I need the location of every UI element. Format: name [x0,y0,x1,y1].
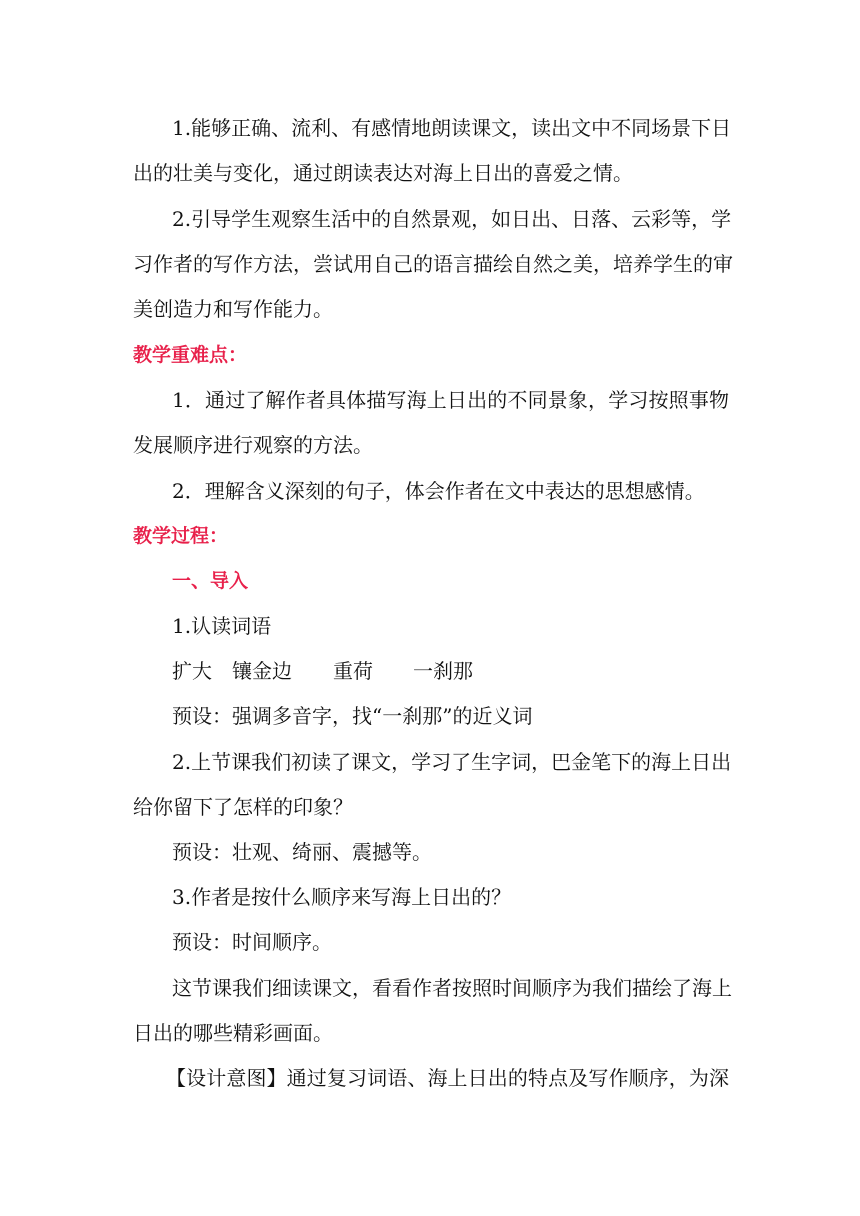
objective-1-line-1: 1.能够正确、流利、有感情地朗读课文，读出文中不同场景下日 [172,116,732,140]
preset-2: 预设：壮观、绮丽、震撼等。 [172,840,432,864]
vocab-word: 重荷 [333,659,373,683]
vocab-word: 镶金边 [232,659,292,683]
step-1: 1.认读词语 [172,614,272,638]
vocab-word: 扩大 [172,659,212,683]
objective-2-line-2: 习作者的写作方法，尝试用自己的语言描绘自然之美，培养学生的审 [133,252,733,276]
preset-3: 预设：时间顺序。 [172,930,332,954]
key-point-1-line-1: 1．通过了解作者具体描写海上日出的不同景象，学习按照事物 [172,388,729,412]
transition-line-2: 日出的哪些精彩画面。 [133,1021,333,1045]
key-point-2: 2．理解含义深刻的句子，体会作者在文中表达的思想感情。 [172,479,705,503]
preset-1: 预设：强调多音字，找“一刹那”的近义词 [172,704,533,728]
transition-line-1: 这节课我们细读课文，看看作者按照时间顺序为我们描绘了海上 [172,976,732,1000]
objective-2-line-1: 2.引导学生观察生活中的自然景观，如日出、日落、云彩等，学 [172,207,732,231]
key-point-1-line-2: 发展顺序进行观察的方法。 [133,433,373,457]
step-3: 3.作者是按什么顺序来写海上日出的？ [172,885,512,909]
process-heading: 教学过程： [133,525,229,547]
vocab-word: 一刹那 [413,659,473,683]
key-points-heading: 教学重难点： [133,344,248,366]
vocab-list [172,658,473,684]
objective-1-line-2: 出的壮美与变化，通过朗读表达对海上日出的喜爱之情。 [133,161,633,185]
step-2-line-2: 给你留下了怎样的印象？ [133,795,353,819]
step-2-line-1: 2.上节课我们初读了课文，学习了生字词，巴金笔下的海上日出 [172,750,732,774]
section-1-heading: 一、导入 [172,570,249,592]
design-intent-line-1: 【设计意图】通过复习词语、海上日出的特点及写作顺序，为深 [166,1066,729,1090]
objective-2-line-3: 美创造力和写作能力。 [133,297,333,321]
